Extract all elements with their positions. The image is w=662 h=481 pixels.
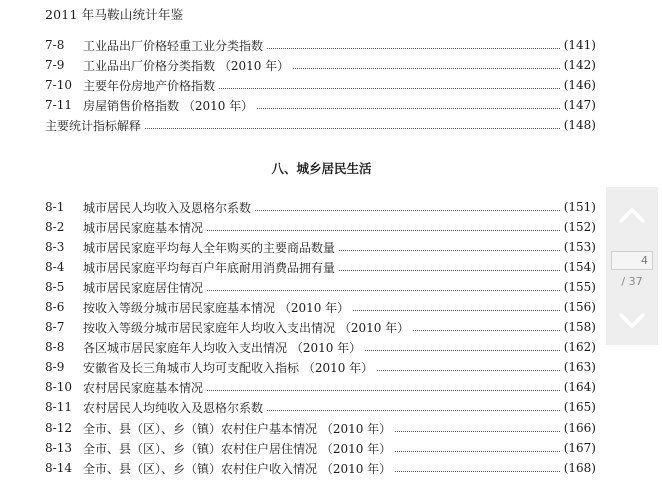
toc-title: 主要统计指标解释	[45, 118, 142, 133]
toc-page-number: (151)	[563, 200, 596, 214]
toc-page-number: (164)	[563, 380, 596, 394]
toc-page-number: (168)	[563, 461, 596, 475]
next-page-button[interactable]	[606, 297, 658, 345]
toc-row[interactable]	[45, 197, 596, 217]
toc-row[interactable]	[45, 458, 596, 478]
toc-number: 7-8	[45, 38, 65, 52]
toc-number: 8-6	[45, 300, 65, 314]
toc-title: 各区城市居民家庭年人均收入支出情况 （2010 年）	[83, 340, 362, 355]
toc-page-number: (156)	[563, 300, 596, 314]
toc-number: 8-8	[45, 340, 65, 354]
toc-title: 城市居民家庭基本情况	[83, 220, 204, 235]
toc-leader-dots	[207, 389, 560, 391]
toc-leader-dots	[219, 87, 560, 89]
toc-number: 7-10	[45, 78, 72, 92]
toc-page-number: (146)	[563, 78, 596, 92]
toc-page-number: (166)	[563, 421, 596, 435]
toc-title: 城市居民人均收入及恩格尔系数	[83, 200, 252, 215]
chevron-up-icon	[619, 207, 645, 223]
toc-title: 安徽省及长三角城市人均可支配收入指标 （2010 年）	[83, 360, 374, 375]
toc-row[interactable]	[45, 217, 596, 237]
toc-number: 8-1	[45, 200, 65, 214]
toc-number: 7-11	[45, 98, 72, 112]
page-navigator	[606, 187, 658, 345]
toc-row[interactable]	[45, 115, 596, 135]
toc-title: 主要年份房地产价格指数	[83, 78, 216, 93]
toc-leader-dots	[377, 369, 560, 371]
previous-page-button[interactable]	[606, 191, 658, 239]
toc-row[interactable]	[45, 75, 596, 95]
toc-page-number: (163)	[563, 360, 596, 374]
toc-row[interactable]	[45, 55, 596, 75]
toc-number: 8-12	[45, 421, 72, 435]
toc-number: 8-10	[45, 380, 72, 394]
toc-page-number: (147)	[563, 98, 596, 112]
toc-leader-dots	[395, 470, 560, 472]
toc-row[interactable]	[45, 257, 596, 277]
toc-title: 工业品出厂价格分类指数 （2010 年）	[83, 58, 290, 73]
chevron-down-icon	[619, 313, 645, 329]
toc-number: 8-9	[45, 360, 65, 374]
toc-leader-dots	[255, 209, 560, 211]
toc-leader-dots	[293, 67, 560, 69]
toc-page-number: (142)	[563, 58, 596, 72]
toc-page-number: (155)	[563, 280, 596, 294]
page-total: / 37	[621, 275, 643, 288]
toc-leader-dots	[353, 309, 560, 311]
toc-title: 农村居民家庭基本情况	[83, 380, 204, 395]
toc-row[interactable]	[45, 377, 596, 397]
toc-number: 8-13	[45, 441, 72, 455]
toc-number: 8-2	[45, 220, 65, 234]
toc-page-number: (153)	[563, 240, 596, 254]
toc-leader-dots	[207, 289, 560, 291]
toc-title: 全市、县（区）、乡（镇）农村住户收入情况 （2010 年）	[83, 461, 392, 476]
toc-page-number: (158)	[563, 320, 596, 334]
toc-row[interactable]	[45, 418, 596, 438]
toc-number: 8-4	[45, 260, 65, 274]
toc-title: 农村居民人均纯收入及恩格尔系数	[83, 400, 264, 415]
toc-page-number: (148)	[563, 118, 596, 132]
toc-page-number: (152)	[563, 220, 596, 234]
page-number-input[interactable]	[611, 251, 653, 270]
toc-page-number: (154)	[563, 260, 596, 274]
toc-row[interactable]	[45, 237, 596, 257]
toc-title: 按收入等级分城市居民家庭基本情况 （2010 年）	[83, 300, 350, 315]
toc-number: 8-7	[45, 320, 65, 334]
toc-number: 8-5	[45, 280, 65, 294]
toc-number: 8-14	[45, 461, 72, 475]
toc-number: 8-11	[45, 400, 72, 414]
page-header-title: 2011 年马鞍山统计年鉴	[45, 7, 184, 22]
toc-leader-dots	[413, 329, 560, 331]
toc-row[interactable]	[45, 297, 596, 317]
toc-leader-dots	[267, 47, 560, 49]
toc-leader-dots	[267, 409, 560, 411]
toc-page-number: (162)	[563, 340, 596, 354]
toc-leader-dots	[395, 430, 560, 432]
toc-row[interactable]	[45, 277, 596, 297]
toc-row[interactable]	[45, 397, 596, 417]
toc-number: 8-3	[45, 240, 65, 254]
toc-page-number: (141)	[563, 38, 596, 52]
toc-leader-dots	[145, 127, 560, 129]
section-title: 八、城乡居民生活	[271, 161, 372, 176]
toc-leader-dots	[339, 269, 560, 271]
toc-row[interactable]	[45, 317, 596, 337]
toc-row[interactable]	[45, 95, 596, 115]
toc-leader-dots	[365, 349, 560, 351]
toc-leader-dots	[339, 249, 560, 251]
toc-title: 房屋销售价格指数 （2010 年）	[83, 98, 254, 113]
toc-title: 工业品出厂价格轻重工业分类指数	[83, 38, 264, 53]
toc-title: 按收入等级分城市居民家庭年人均收入支出情况 （2010 年）	[83, 320, 410, 335]
toc-title: 城市居民家庭平均每人全年购买的主要商品数量	[83, 240, 336, 255]
toc-title: 全市、县（区）、乡（镇）农村住户居住情况 （2010 年）	[83, 441, 392, 456]
toc-row[interactable]	[45, 357, 596, 377]
toc-leader-dots	[395, 450, 560, 452]
toc-title: 城市居民家庭居住情况	[83, 280, 204, 295]
toc-leader-dots	[207, 229, 560, 231]
toc-title: 城市居民家庭平均每百户年底耐用消费品拥有量	[83, 260, 336, 275]
toc-page-number: (165)	[563, 400, 596, 414]
toc-page-number: (167)	[563, 441, 596, 455]
toc-number: 7-9	[45, 58, 65, 72]
toc-row[interactable]	[45, 337, 596, 357]
toc-row[interactable]	[45, 35, 596, 55]
toc-leader-dots	[257, 107, 560, 109]
toc-row[interactable]	[45, 438, 596, 458]
toc-title: 全市、县（区）、乡（镇）农村住户基本情况 （2010 年）	[83, 421, 392, 436]
